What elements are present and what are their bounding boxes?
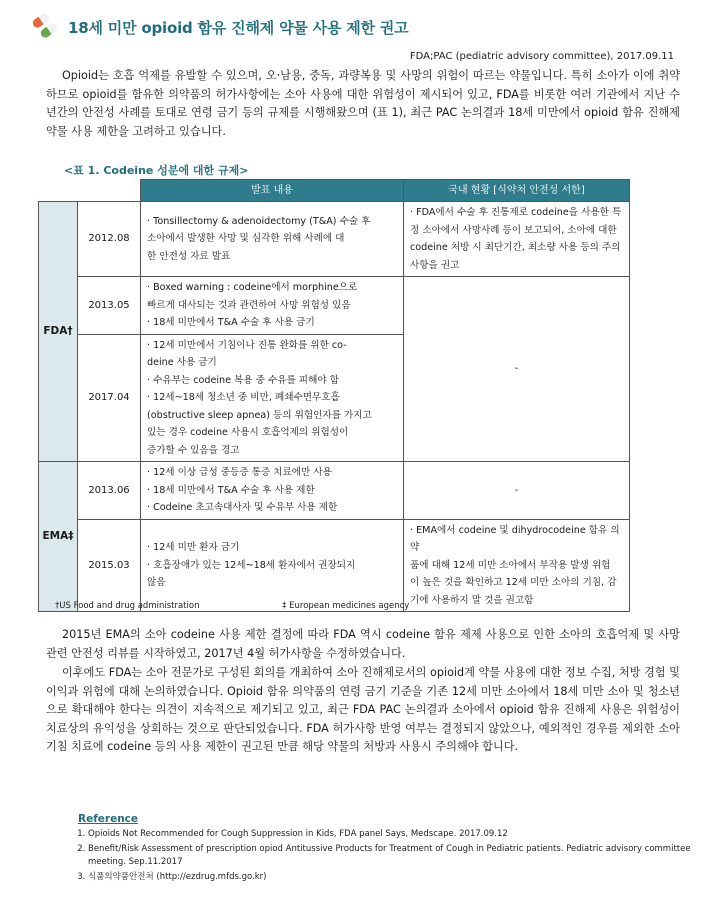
page-title: 18세 미만 opioid 함유 진해제 약물 사용 제한 권고 [68, 18, 409, 37]
content-line: · Codeine 초고속대사자 및 수유부 사용 제한 [147, 502, 338, 513]
footnote-fda: †US Food and drug administration [55, 601, 200, 611]
date-cell: 2013.06 [78, 462, 141, 520]
content-line: 소아에서 발생한 사망 및 심각한 위해 사례에 대 [147, 233, 345, 245]
content-line: · 18세 미만에서 T&A 수술 후 사용 제한 [147, 484, 315, 496]
content-line: · 12세 미만에서 기침이나 진통 완화를 위한 co- [147, 339, 347, 351]
domestic-line: 품에 대해 12세 미만 소아에서 부작용 발생 위험 [410, 559, 611, 571]
domestic-line: 기에 사용하지 말 것을 권고함 [410, 594, 534, 606]
content-cell [141, 462, 404, 520]
content-line: · 12세 이상 급성 중등증 통증 치료에만 사용 [147, 467, 332, 478]
content-line: · 12세~18세 청소년 중 비만, 폐쇄수면무호흡 [147, 392, 340, 403]
content-line: · 12세 미만 환자 금기 [147, 542, 240, 553]
reference-item: 2. Benefit/Risk Assessment of prescription opiod Antitussive Products for Treatment of Cough in Pediatric patients. Pediatric advisory committee meeting. Sep.11.2017 [88, 843, 708, 869]
source-line: FDA;PAC (pediatric advisory committee), 2017.09.11 [409, 51, 674, 62]
ema-category-cell: EMA‡ [39, 462, 78, 612]
body-paragraph-2: 2015년 EMA의 소아 codeine 사용 제한 결정에 따라 FDA 역시 codeine 함유 제제 사용으로 인한 소아의 호흡억제 및 사망 관련 안전성 리뷰를 시작하였고, 2017년 4월 허가사항을 수정하였습니다. [46, 628, 680, 660]
domestic-line: 사항을 권고 [410, 259, 460, 271]
reference-heading: Reference [78, 813, 139, 825]
header-blank [39, 180, 141, 202]
domestic-line: codeine 처방 시 최단기간, 최소량 사용 등의 주의 [410, 242, 621, 253]
reference-item: 3. 식품의약품안전처 (http://ezdrug.mfds.go.kr) [88, 871, 708, 884]
content-line: · 수유부는 codeine 복용 중 수유를 피해야 함 [147, 374, 339, 386]
reference-item: 1. Opioids Not Recommended for Cough Suppression in Kids, FDA panel Says, Medscape. 2017.09.12 [88, 828, 708, 841]
pill-capsule-icon [32, 14, 60, 40]
content-line: · Tonsillectomy & adenoidectomy (T&A) 수술 후 [147, 215, 371, 227]
content-line: 한 안전성 자료 발표 [147, 250, 231, 262]
content-line: 있는 경우 codeine 사용시 호흡억제의 위험성이 [147, 427, 349, 438]
table-header-row [39, 180, 630, 202]
content-line: 않음 [147, 577, 166, 588]
content-line: (obstructive sleep apnea) 등의 위험인자를 가지고 [147, 409, 372, 421]
domestic-line: 정 소아에서 사망사례 등이 보고되어, 소아에 대한 [410, 224, 617, 236]
codeine-regulation-table [38, 179, 630, 612]
date-cell: 2015.03 [78, 519, 141, 612]
date-cell: 2017.04 [78, 334, 141, 462]
table-row [39, 519, 630, 612]
content-line: 증가할 수 있음을 경고 [147, 444, 240, 456]
domestic-line: 이 높은 것을 확인하고 12세 미만 소아의 기침, 감 [410, 577, 617, 588]
reference-list [68, 828, 708, 886]
content-line: · 호흡장애가 있는 12세~18세 환자에서 권장되지 [147, 559, 356, 571]
content-line: deine 사용 금기 [147, 357, 217, 368]
content-cell [141, 202, 404, 277]
domestic-line: · EMA에서 codeine 및 dihydrocodeine 함유 의약 [410, 524, 620, 553]
fda-category-cell: FDA† [39, 202, 78, 462]
domestic-cell [404, 202, 630, 277]
domestic-cell: - [404, 277, 630, 462]
intro-paragraph: Opioid는 호흡 억제를 유발할 수 있으며, 오·남용, 중독, 과량복용 및 사망의 위험이 따르는 약물입니다. 특히 소아가 이에 취약하므로 opioid를 함유한 의약품의 허가사항에는 소아 사용에 대한 위험성이 제시되어 있고, FDA를 비롯한 여러 기관에서 지난 수년간의 안전성 사례를 토대로 연령 금기 등의 규제를 시행해왔으며 (표 1), 최근 PAC 논의결과 18세 미만에서 opioid 함유 진해제 약물 사용 제한을 고려하고 있습니다. [46, 69, 680, 138]
header-content: 발표 내용 [141, 180, 404, 202]
content-cell [141, 519, 404, 612]
header-domestic: 국내 현황 [식약처 안전성 서한] [404, 180, 630, 202]
body-paragraph-3: 이후에도 FDA는 소아 전문가로 구성된 회의를 개최하여 소아 진해제로서의 opioid계 약물 사용에 대한 정보 수집, 처방 경험 및 이익과 위험에 대해 논의하였습니다. Opioid 함유 의약품의 연령 금기 기준을 기존 12세 미만 소아에서 18세 미만 소아 및 청소년으로 확대해야 한다는 의견이 지속적으로 제기되고 있고, 최근 FDA PAC 논의결과 소아에서 opioid 함유 진해제 사용은 위험성이 치료상의 유익성을 상회하는 것으로 판단되었습니다. FDA 허가사항 반영 여부는 결정되지 않았으나, 예외적인 경우를 제외한 소아 기침 치료에 codeine 등의 사용 제한이 권고된 만큼 해당 약물의 처방과 사용시 주의해야 합니다. [46, 666, 680, 754]
content-line: · 18세 미만에서 T&A 수술 후 사용 금기 [147, 317, 315, 328]
date-cell: 2013.05 [78, 277, 141, 335]
table-footnotes [55, 601, 489, 611]
content-line: 빠르게 대사되는 것과 관련하여 사망 위험성 있음 [147, 299, 351, 311]
domestic-cell [404, 519, 630, 612]
content-cell [141, 334, 404, 462]
domestic-cell: - [404, 462, 630, 520]
date-cell: 2012.08 [78, 202, 141, 277]
content-line: · Boxed warning : codeine에서 morphine으로 [147, 282, 358, 293]
footnote-ema: ‡ European medicines agency [282, 601, 410, 611]
table-caption: <표 1. Codeine 성분에 대한 규제> [64, 164, 249, 177]
domestic-line: · FDA에서 수술 후 진통제로 codeine을 사용한 특 [410, 207, 622, 218]
content-cell [141, 277, 404, 335]
table-row [39, 202, 630, 277]
table-row [39, 277, 630, 335]
document-header [32, 14, 408, 40]
table-row [39, 462, 630, 520]
